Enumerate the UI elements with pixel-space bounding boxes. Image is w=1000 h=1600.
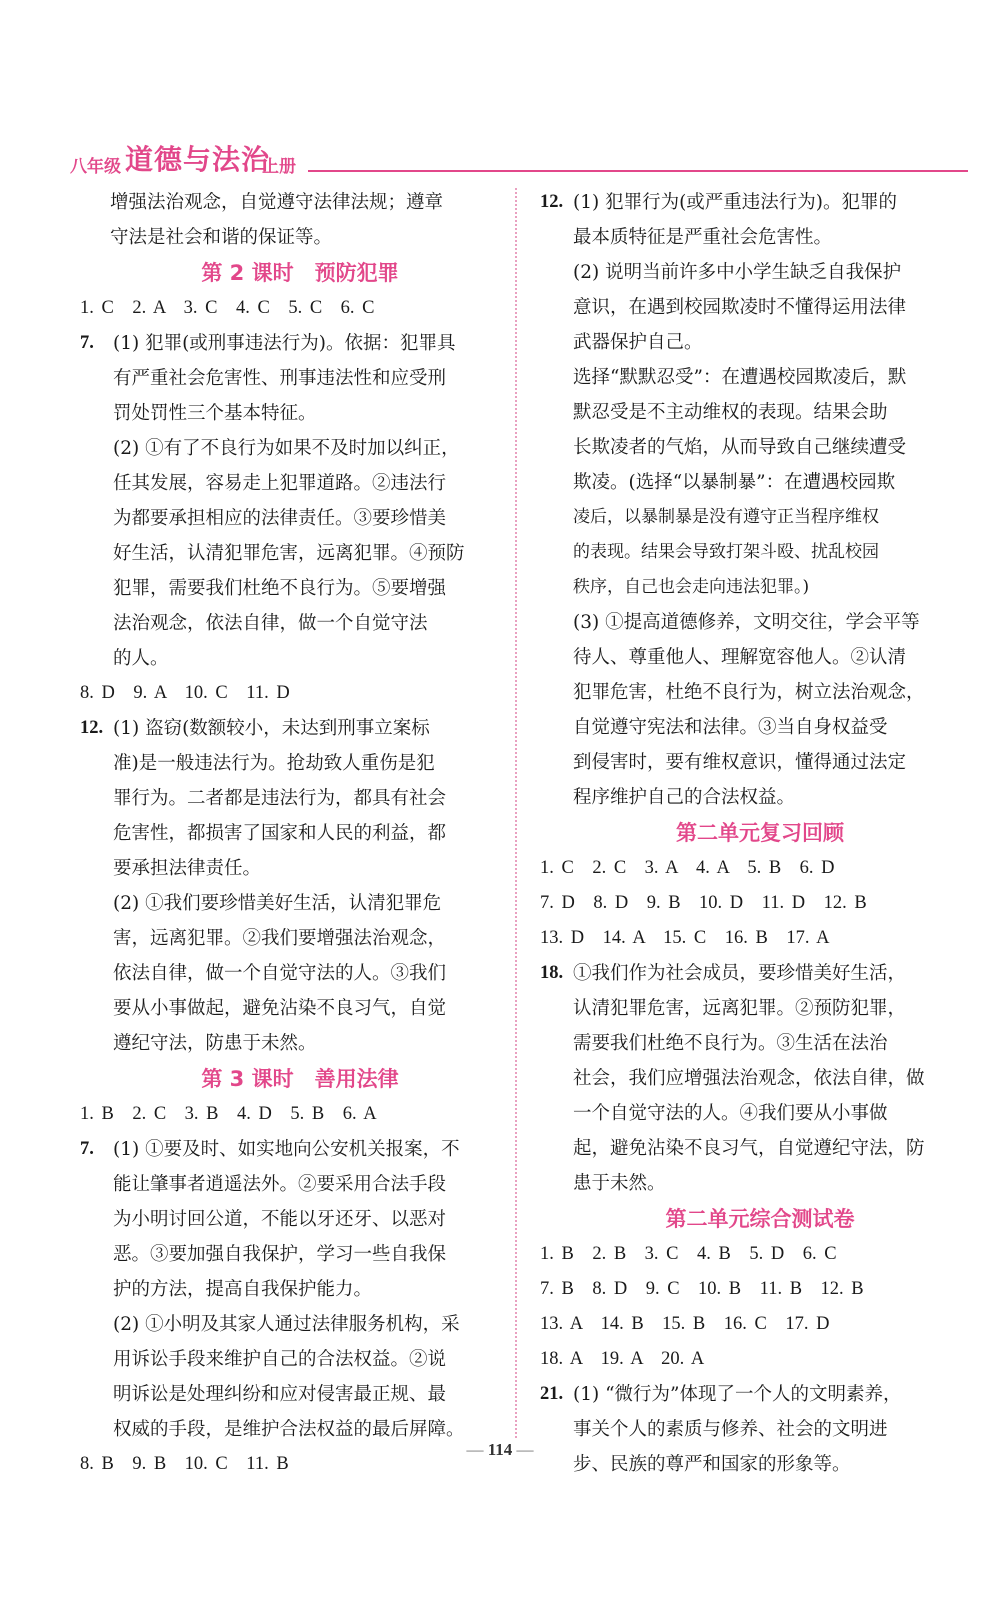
text-line: 准)是一般违法行为。抢劫致人重伤是犯 — [113, 753, 435, 774]
text-line: 的人。 — [113, 648, 169, 669]
question-number: 21. — [540, 1384, 564, 1404]
text-line: ①我们作为社会成员，要珍惜美好生活， — [573, 963, 907, 984]
text-line: 能让肇事者逍遥法外。②要采用合法手段 — [113, 1174, 447, 1195]
text-line: 依法自律，做一个自觉守法的人。③我们 — [113, 963, 447, 984]
text-line: 步、民族的尊严和国家的形象等。 — [573, 1454, 851, 1475]
text-line: 要从小事做起，避免沾染不良习气，自觉 — [113, 998, 447, 1019]
text-line: (1) 犯罪(或刑事违法行为)。依据：犯罪具 — [113, 333, 456, 354]
text-line: 患于未然。 — [573, 1173, 666, 1194]
answer-row: 1. B 2. C 3. B 4. D 5. B 6. A — [80, 1104, 377, 1124]
text-line: 用诉讼手段来维护自己的合法权益。②说 — [113, 1349, 447, 1370]
footer-dash: — — [516, 1440, 534, 1459]
text-line: 待人、尊重他人、理解宽容他人。②认清 — [573, 647, 907, 668]
text-line: 法治观念，依法自律，做一个自觉守法 — [113, 613, 428, 634]
text-line: 任其发展，容易走上犯罪道路。②违法行 — [113, 473, 447, 494]
section-heading: 第 2 课时 预防犯罪 — [201, 261, 399, 285]
question-number: 18. — [540, 963, 564, 983]
question-line — [80, 711, 520, 746]
section-heading: 第 3 课时 善用法律 — [201, 1067, 399, 1091]
answer-row: 18. A 19. A 20. A — [540, 1349, 705, 1369]
text-line: 恶。③要加强自我保护，学习一些自我保 — [113, 1244, 447, 1265]
text-line: 最本质特征是严重社会危害性。 — [573, 227, 833, 248]
answer-row: 1. C 2. C 3. A 4. A 5. B 6. D — [540, 858, 835, 878]
answer-row: 1. C 2. A 3. C 4. C 5. C 6. C — [80, 298, 375, 318]
text-line: 一个自觉守法的人。④我们要从小事做 — [573, 1103, 888, 1124]
text-line: 程序维护自己的合法权益。 — [573, 787, 796, 808]
text-line: 权威的手段，是维护合法权益的最后屏障。 — [113, 1419, 465, 1440]
text-line: (1) ①要及时、如实地向公安机关报案，不 — [113, 1139, 460, 1160]
question-line — [540, 956, 980, 991]
text-line: 长欺凌者的气焰，从而导致自己继续遭受 — [573, 437, 907, 458]
text-line: 意识，在遇到校园欺凌时不懂得运用法律 — [573, 297, 907, 318]
answer-row: 1. B 2. B 3. C 4. B 5. D 6. C — [540, 1244, 837, 1264]
text-line: 明诉讼是处理纠纷和应对侵害最正规、最 — [113, 1384, 447, 1405]
answer-row: 13. A 14. B 15. B 16. C 17. D — [540, 1314, 830, 1334]
question-number: 12. — [80, 718, 104, 738]
text-line: 需要我们杜绝不良行为。③生活在法治 — [573, 1033, 888, 1054]
text-line: (2) ①我们要珍惜美好生活，认清犯罪危 — [113, 893, 442, 914]
question-number: 7. — [80, 333, 94, 353]
text-line: 默忍受是不主动维权的表现。结果会助 — [573, 402, 888, 423]
text-line: 守法是社会和谐的保证等。 — [110, 227, 333, 248]
text-line: 的表现。结果会导致打架斗殴、扰乱校园 — [573, 542, 879, 562]
text-line: 罚处罚性三个基本特征。 — [113, 403, 317, 424]
text-line: (1) 犯罪行为(或严重违法行为)。犯罪的 — [573, 192, 898, 213]
text-line: 罪行为。二者都是违法行为，都具有社会 — [113, 788, 447, 809]
question-number: 7. — [80, 1139, 94, 1159]
text-line: 社会，我们应增强法治观念，依法自律，做 — [573, 1068, 925, 1089]
volume-label: 上册 — [262, 157, 296, 177]
text-line: 秩序，自己也会走向违法犯罪。) — [573, 577, 810, 597]
text-line: 凌后，以暴制暴是没有遵守正当程序维权 — [573, 507, 879, 527]
text-line: 害，远离犯罪。②我们要增强法治观念， — [113, 928, 447, 949]
text-line: 欺凌。(选择“以暴制暴”：在遭遇校园欺 — [573, 472, 896, 493]
page-footer — [0, 1440, 1000, 1460]
text-line: 为小明讨回公道，不能以牙还牙、以恶对 — [113, 1209, 447, 1230]
text-line: (3) ①提高道德修养，文明交往，学会平等 — [573, 612, 920, 633]
text-line: 增强法治观念，自觉遵守法律法规；遵章 — [110, 192, 444, 213]
footer-dash: — — [466, 1440, 484, 1459]
answer-row: 13. D 14. A 15. C 16. B 17. A — [540, 928, 830, 948]
text-line: 遵纪守法，防患于未然。 — [113, 1033, 317, 1054]
page-number: 114 — [487, 1440, 513, 1459]
subject-title: 道德与法治 — [125, 143, 271, 176]
grade-label: 八年级 — [70, 157, 121, 177]
text-line: 危害性，都损害了国家和人民的利益，都 — [113, 823, 447, 844]
question-number: 12. — [540, 192, 564, 212]
text-line: (2) ①有了不良行为如果不及时加以纠正， — [113, 438, 460, 459]
text-line: 武器保护自己。 — [573, 332, 703, 353]
text-line: 为都要承担相应的法律责任。③要珍惜美 — [113, 508, 447, 529]
question-line — [80, 326, 520, 361]
text-line: 犯罪，需要我们杜绝不良行为。⑤要增强 — [113, 578, 447, 599]
question-line — [540, 185, 980, 220]
text-line: 到侵害时，要有维权意识，懂得通过法定 — [573, 752, 907, 773]
text-line: 要承担法律责任。 — [113, 858, 262, 879]
section-heading: 第二单元复习回顾 — [676, 821, 844, 845]
text-line: (1) 盗窃(数额较小，未达到刑事立案标 — [113, 718, 430, 739]
text-line: (1) “微行为”体现了一个人的文明素养， — [573, 1384, 902, 1405]
page-header — [70, 138, 970, 178]
section-heading: 第二单元综合测试卷 — [665, 1207, 855, 1231]
text-line: (2) 说明当前许多中小学生缺乏自我保护 — [573, 262, 902, 283]
answer-row: 8. D 9. A 10. C 11. D — [80, 683, 290, 703]
text-line: 护的方法，提高自我保护能力。 — [113, 1279, 373, 1300]
left-column — [80, 185, 520, 1482]
text-line: 事关个人的素质与修养、社会的文明进 — [573, 1419, 888, 1440]
right-column — [540, 185, 980, 1482]
text-line: 好生活，认清犯罪危害，远离犯罪。④预防 — [113, 543, 465, 564]
text-line: 认清犯罪危害，远离犯罪。②预防犯罪， — [573, 998, 907, 1019]
text-line: 起，避免沾染不良习气，自觉遵纪守法，防 — [573, 1138, 925, 1159]
text-line: 犯罪危害，杜绝不良行为，树立法治观念， — [573, 682, 925, 703]
text-line: 自觉遵守宪法和法律。③当自身权益受 — [573, 717, 888, 738]
answer-row: 7. B 8. D 9. C 10. B 11. B 12. B — [540, 1279, 864, 1299]
text-line: 选择“默默忍受”：在遭遇校园欺凌后，默 — [573, 367, 907, 388]
text-line: 有严重社会危害性、刑事违法性和应受刑 — [113, 368, 447, 389]
text-line: (2) ①小明及其家人通过法律服务机构，采 — [113, 1314, 460, 1335]
answer-row: 8. B 9. B 10. C 11. B — [80, 1454, 289, 1474]
answer-row: 7. D 8. D 9. B 10. D 11. D 12. B — [540, 893, 867, 913]
question-line — [540, 1377, 980, 1412]
question-line — [80, 1132, 520, 1167]
header-rule — [308, 170, 968, 172]
